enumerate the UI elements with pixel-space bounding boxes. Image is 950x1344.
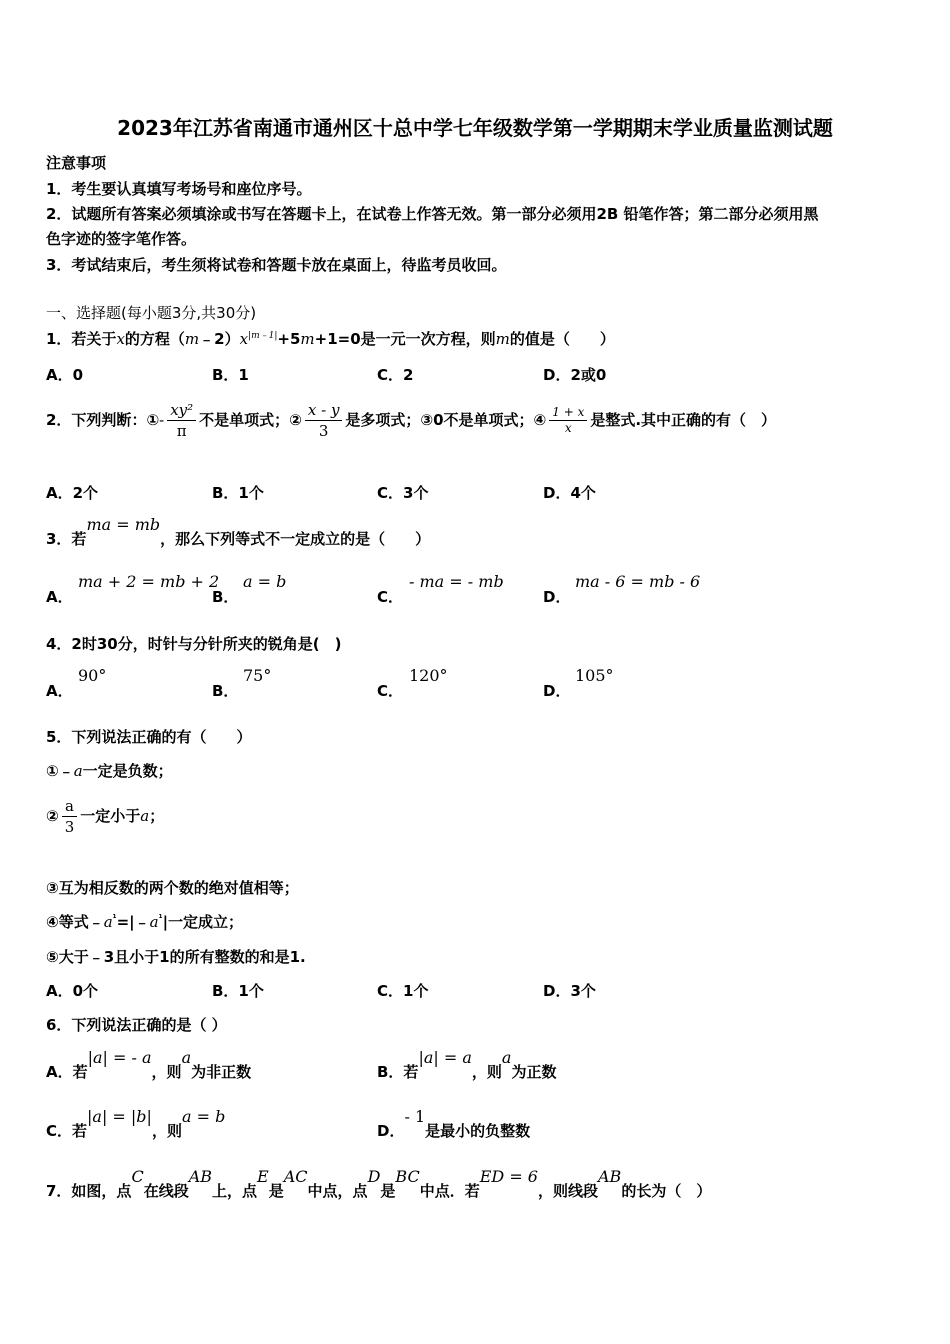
question-1: 1．若关于x的方程$(m﹣2)x^{|m﹣1|}+5m+1=0$是一元一次方程，则m的值是（ ） (46, 330, 615, 348)
statement-1: ①﹣a一定是负数； (46, 762, 173, 780)
option-d-value: 105° (575, 666, 614, 685)
fraction: $\frac{x - y}{3}$ (305, 400, 343, 441)
question-7: 7．如图，点C在线段AB上，点E是AC中点，点D是BC中点．若ED = 6，则线段AB的长为（ ） (46, 1167, 712, 1200)
option-a: A．2个 (46, 484, 99, 502)
option-d: D． (543, 682, 571, 700)
option-c: C．若|a| = |b|，则a = b (46, 1107, 226, 1140)
question-5: 5．下列说法正确的有（ ） (46, 728, 252, 746)
statement-4: ④等式$﹣a^{^1}=|﹣a^{^1}|$一定成立； (46, 913, 244, 931)
option-d: D．3个 (543, 982, 596, 1000)
notice-item: 3．考试结束后，考生须将试卷和答题卡放在桌面上，待监考员收回。 (46, 256, 507, 274)
notice-heading: 注意事项 (46, 154, 107, 172)
option-a: A．0个 (46, 982, 99, 1000)
option-b: B．1 (212, 366, 249, 384)
option-a-expr: ma + 2 = mb + 2 (78, 572, 220, 591)
statement-2: ② $\frac{a}{3}$ 一定小于a； (46, 797, 165, 836)
section-heading: 一、选择题(每小题3分,共30分) (46, 304, 257, 322)
statement-3: ③互为相反数的两个数的绝对值相等； (46, 879, 299, 897)
question-3: 3．若ma = mb，那么下列等式不一定成立的是（ ） (46, 515, 431, 548)
option-d-expr: ma - 6 = mb - 6 (575, 572, 701, 591)
option-a: A．若|a| = - a，则a为非正数 (46, 1048, 252, 1081)
option-a-value: 90° (78, 666, 107, 685)
option-a: A． (46, 588, 73, 606)
notice-item: 2．试题所有答案必须填涂或书写在答题卡上，在试卷上作答无效。第一部分必须用2B 铅笔作答；第二部分必须用黑 (46, 205, 819, 223)
question-2: 2．下列判断：①- $\frac{\text{xy²}}{\pi}$ 不是单项式；② $\frac{x - y}{3}$ 是多项式；③0不是单项式；④ $\frac{1 + x}{x}$ 是整式.其中正确的有（ ） (46, 401, 777, 440)
option-c: C． (377, 588, 404, 606)
page-title: 2023年江苏省南通市通州区十总中学七年级数学第一学期期末学业质量监测试题 (117, 116, 833, 140)
question-6: 6．下列说法正确的是（ ） (46, 1016, 227, 1034)
option-d: D．2或0 (543, 366, 607, 384)
option-c-expr: - ma = - mb (409, 572, 504, 591)
question-4: 4．2时30分，时针与分针所夹的锐角是( ) (46, 635, 342, 653)
option-b: B．若|a| = a，则a为正数 (377, 1048, 557, 1081)
option-b: B．1个 (212, 982, 264, 1000)
option-b: B． (212, 682, 239, 700)
fraction: $\frac{1 + x}{x}$ (549, 405, 587, 436)
fraction: $\frac{\text{xy²}}{\pi}$ (167, 400, 196, 441)
option-c: C．2 (377, 366, 414, 384)
statement-5: ⑤大于﹣3且小于1的所有整数的和是1. (46, 948, 306, 966)
option-b-expr: a = b (243, 572, 287, 591)
option-d: D．- 1是最小的负整数 (377, 1107, 531, 1140)
option-b-value: 75° (243, 666, 272, 685)
option-c: C．1个 (377, 982, 429, 1000)
option-c-value: 120° (409, 666, 448, 685)
option-b: B．1个 (212, 484, 264, 502)
option-a: A．0 (46, 366, 84, 384)
option-d: D．4个 (543, 484, 596, 502)
option-a: A． (46, 682, 73, 700)
option-b: B． (212, 588, 239, 606)
fraction: $\frac{a}{3}$ (62, 796, 78, 837)
notice-item: 1．考生要认真填写考场号和座位序号。 (46, 180, 312, 198)
notice-item: 色字迹的签字笔作答。 (46, 230, 197, 248)
option-c: C．3个 (377, 484, 429, 502)
option-c: C． (377, 682, 404, 700)
option-d: D． (543, 588, 571, 606)
